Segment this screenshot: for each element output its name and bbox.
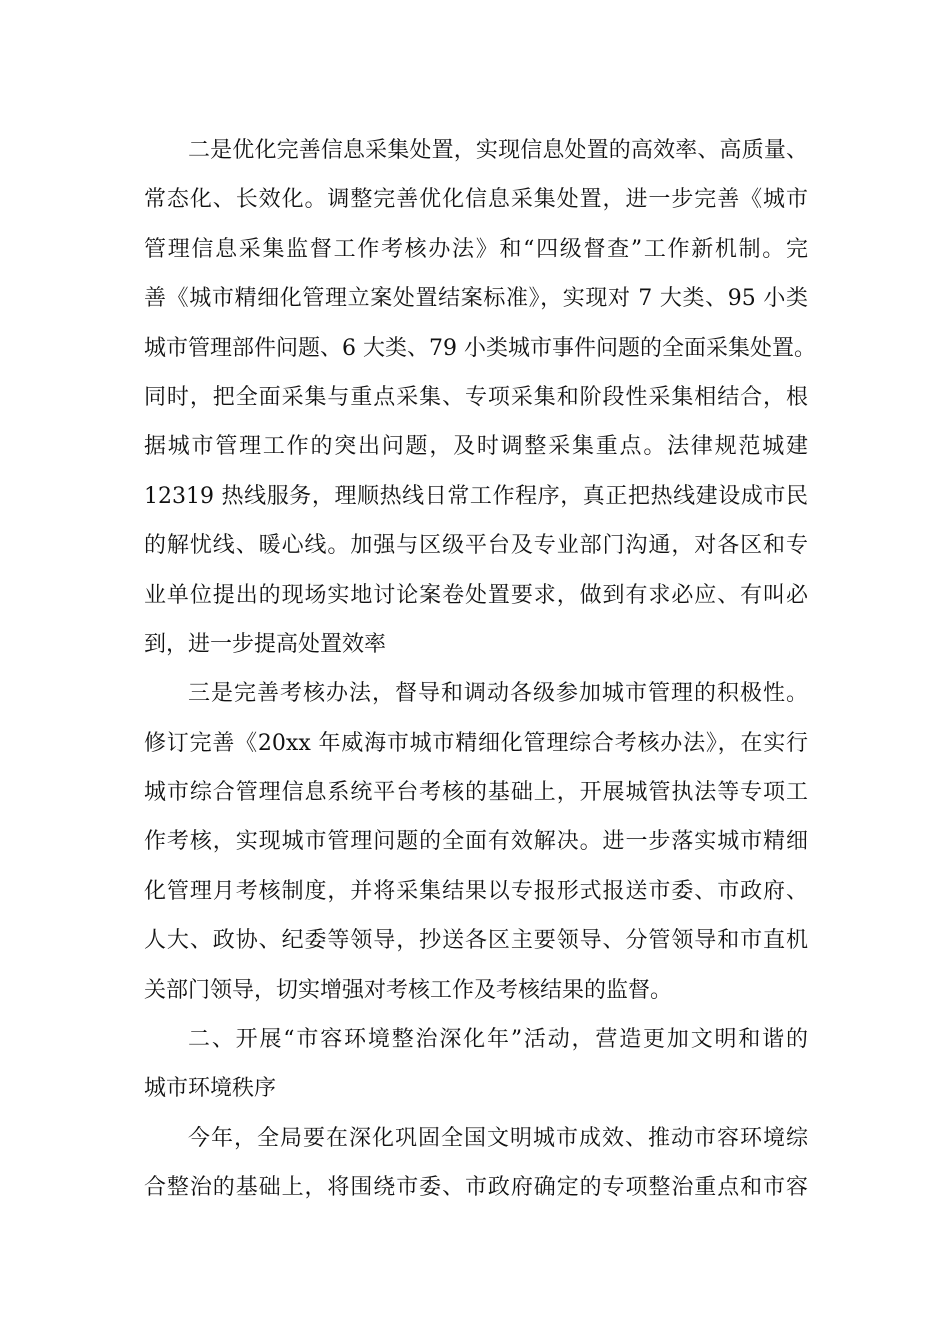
paragraph-line: 三是完善考核办法，督导和调动各级参加城市管理的积极性。 (188, 681, 808, 707)
paragraph-line: 常态化、长效化。调整完善优化信息采集处置，进一步完善《城市 (144, 187, 808, 213)
paragraph-line: 今年，全局要在深化巩固全国文明城市成效、推动市容环境综 (188, 1125, 808, 1151)
paragraph-line: 善《城市精细化管理立案处置结案标准》，实现对 7 大类、95 小类 (144, 286, 808, 312)
section-heading-line: 城市环境秩序 (144, 1076, 277, 1102)
paragraph-line: 合整治的基础上，将围绕市委、市政府确定的专项整治重点和市容 (144, 1175, 808, 1201)
paragraph-line: 作考核，实现城市管理问题的全面有效解决。进一步落实城市精细 (144, 829, 808, 855)
paragraph-line: 的解忧线、暖心线。加强与区级平台及专业部门沟通，对各区和专 (144, 533, 808, 559)
paragraph-line: 到，进一步提高处置效率 (144, 631, 387, 657)
paragraph-line: 人大、政协、纪委等领导，抄送各区主要领导、分管领导和市直机 (144, 928, 808, 954)
paragraph-line: 12319 热线服务，理顺热线日常工作程序，真正把热线建设成市民 (144, 483, 808, 509)
paragraph-line: 城市管理部件问题、6 大类、79 小类城市事件问题的全面采集处置。 (144, 335, 816, 361)
paragraph-line: 同时，把全面采集与重点采集、专项采集和阶段性采集相结合，根 (144, 384, 808, 410)
section-heading-line: 二、开展“市容环境整治深化年”活动，营造更加文明和谐的 (188, 1027, 808, 1053)
paragraph-line: 化管理月考核制度，并将采集结果以专报形式报送市委、市政府、 (144, 878, 808, 904)
paragraph-line: 关部门领导，切实增强对考核工作及考核结果的监督。 (144, 977, 673, 1003)
paragraph-line: 业单位提出的现场实地讨论案卷处置要求，做到有求必应、有叫必 (144, 582, 808, 608)
body-text (144, 126, 816, 1213)
paragraph-line: 修订完善《20xx 年威海市城市精细化管理综合考核办法》，在实行 (144, 730, 808, 756)
paragraph-line: 城市综合管理信息系统平台考核的基础上，开展城管执法等专项工 (144, 780, 808, 806)
paragraph-line: 二是优化完善信息采集处置，实现信息处置的高效率、高质量、 (188, 138, 808, 163)
paragraph-line: 据城市管理工作的突出问题，及时调整采集重点。法律规范城建 (144, 434, 808, 460)
paragraph-line: 管理信息采集监督工作考核办法》和“四级督查”工作新机制。完 (144, 236, 808, 262)
